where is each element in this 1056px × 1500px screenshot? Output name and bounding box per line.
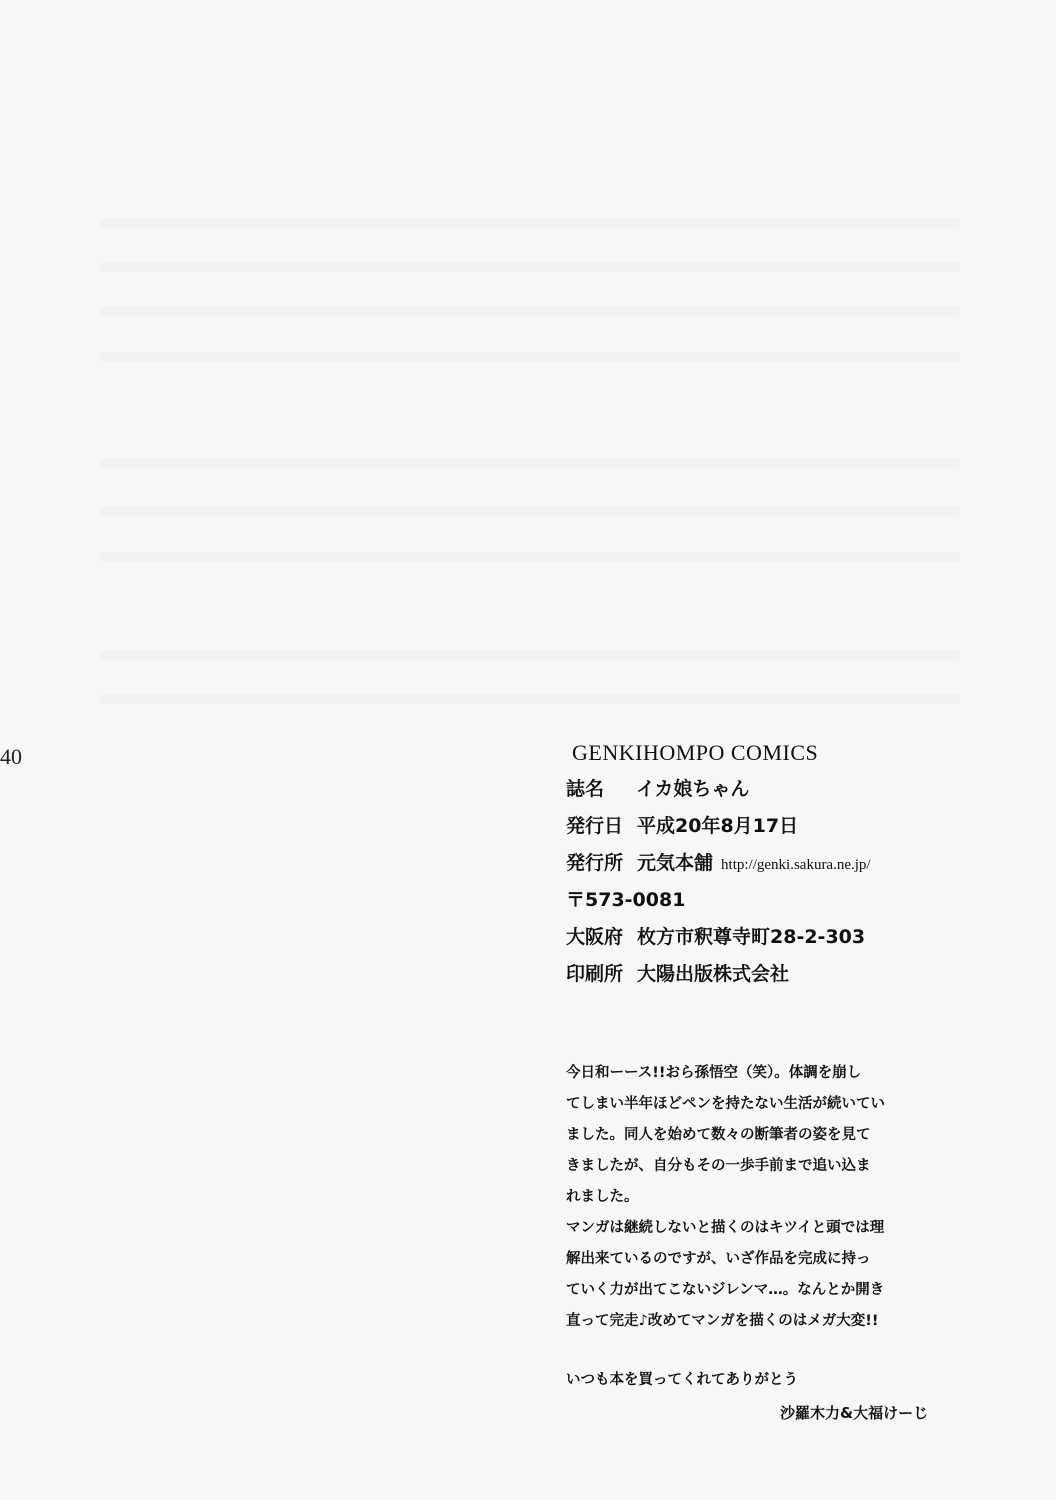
closing-message: いつも本を買ってくれてありがとう xyxy=(566,1372,798,1388)
bleed-through-line xyxy=(100,262,960,272)
afterword-line: マンガは継続しないと描くのはキツイと頭では理 xyxy=(566,1220,885,1236)
bleed-through-line xyxy=(100,352,960,362)
publisher-url: http://genki.sakura.ne.jp/ xyxy=(721,857,871,873)
colophon xyxy=(566,740,1036,996)
afterword-line: 解出来ているのですが、いざ作品を完成に持っ xyxy=(566,1251,871,1267)
authors-signature: 沙羅木力&大福けーじ xyxy=(780,1404,929,1422)
colophon-label: 発行日 xyxy=(566,815,624,837)
bleed-through-line xyxy=(100,506,960,516)
bleed-through-line xyxy=(100,218,960,228)
bleed-through-line xyxy=(100,552,960,562)
colophon-value: 大陽出版株式会社 xyxy=(637,963,790,985)
colophon-value: 平成20年8月17日 xyxy=(637,815,799,837)
bleed-through-line xyxy=(100,650,960,660)
colophon-row-printer xyxy=(566,959,1036,996)
page-number: 40 xyxy=(0,744,22,769)
afterword-line: れました。 xyxy=(566,1189,639,1205)
colophon-label: 誌名 xyxy=(566,778,605,800)
afterword-line: 今日和ーース!!おら孫悟空（笑）。体調を崩し xyxy=(566,1065,862,1081)
bleed-through-line xyxy=(100,458,960,468)
bleed-through-line xyxy=(100,694,960,704)
colophon-row-postal xyxy=(566,885,1036,922)
afterword-line: きましたが、自分もその一歩手前まで追い込ま xyxy=(566,1158,871,1174)
afterword-line: ていく力が出てこないジレンマ…。なんとか開き xyxy=(566,1282,885,1298)
afterword xyxy=(566,1058,986,1337)
colophon-row-publisher xyxy=(566,848,1036,885)
colophon-value: 枚方市釈尊寺町28-2-303 xyxy=(637,926,866,948)
colophon-label: 印刷所 xyxy=(566,963,624,985)
colophon-row-title xyxy=(566,774,1036,811)
colophon-label: 発行所 xyxy=(566,852,624,874)
afterword-line: てしまい半年ほどペンを持たない生活が続いてい xyxy=(566,1096,885,1112)
series-title: GENKIHOMPO COMICS xyxy=(572,740,819,765)
afterword-line: ました。同人を始めて数々の断筆者の姿を見て xyxy=(566,1127,871,1143)
bleed-through-line xyxy=(100,306,960,316)
colophon-row-date xyxy=(566,811,1036,848)
colophon-row-address xyxy=(566,922,1036,959)
colophon-value: 元気本舗 xyxy=(637,852,714,874)
colophon-value: イカ娘ちゃん xyxy=(636,778,750,800)
afterword-line: 直って完走♪改めてマンガを描くのはメガ大変!! xyxy=(566,1313,879,1329)
colophon-label: 〒573-0081 xyxy=(566,889,686,911)
colophon-label: 大阪府 xyxy=(566,926,624,948)
